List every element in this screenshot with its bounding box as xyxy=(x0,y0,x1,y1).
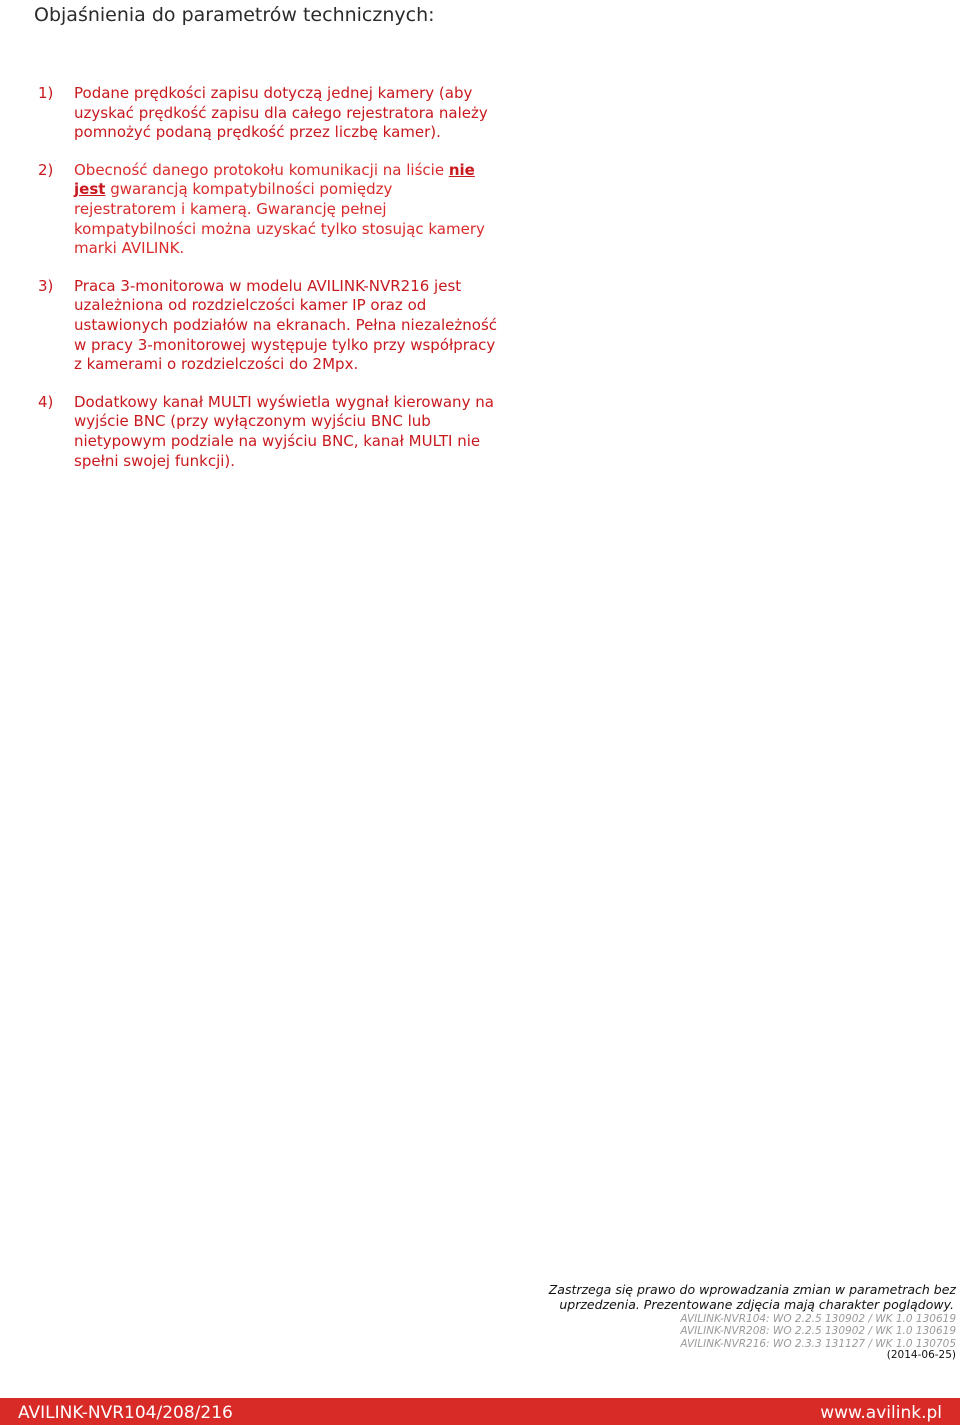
note-text xyxy=(74,277,498,375)
note-item xyxy=(38,161,498,259)
footer-model: AVILINK-NVR104/208/216 xyxy=(18,1403,233,1423)
note-text-content: Dodatkowy kanał MULTI wyświetla wygnał kierowany na wyjście BNC (przy wyłączonym wyjściu BNC lub nietypowym podziale na wyjściu BNC, kanał MULTI nie spełni swojej funkcji). xyxy=(74,392,494,470)
firmware-version: AVILINK-NVR216: WO 2.3.3 131127 / WK 1.0 130705 xyxy=(680,1337,956,1350)
note-emphasis: nie jest xyxy=(74,160,475,199)
note-text-content: Podane prędkości zapisu dotyczą jednej kamery (aby uzyskać prędkość zapisu dla całego rejestratora należy pomnożyć podaną prędkość przez liczbę kamer). xyxy=(74,84,488,142)
firmware-version: AVILINK-NVR208: WO 2.2.5 130902 / WK 1.0 130619 xyxy=(680,1325,956,1338)
note-number: 1) xyxy=(38,84,54,102)
note-number: 3) xyxy=(38,276,54,295)
notes-list xyxy=(38,84,498,471)
note-number: 4) xyxy=(38,392,54,411)
note-text-content: Praca 3-monitorowa w modelu AVILINK-NVR216 jest uzależniona od rozdzielczości kamer IP oraz od ustawionych podziałów na ekranach. Pełna niezależność w pracy 3-monitorowej występuje tylko przy współpracy z kamerami o rozdzielczości do 2Mpx. xyxy=(74,276,498,374)
note-number: 2) xyxy=(38,160,54,179)
note-item xyxy=(38,84,498,143)
note-text-rest: gwarancją kompatybilności pomiędzy rejestratorem i kamerą. Gwarancję pełnej kompatybilności można uzyskać tylko stosując kamery marki AVILINK. xyxy=(74,180,485,258)
note-text xyxy=(74,393,498,471)
page-title: Objaśnienia do parametrów technicznych: xyxy=(34,4,435,26)
note-text-content xyxy=(74,161,498,259)
firmware-version: AVILINK-NVR104: WO 2.2.5 130902 / WK 1.0 130619 xyxy=(680,1313,956,1325)
note-item xyxy=(38,393,498,471)
disclaimer xyxy=(536,1282,956,1312)
note-text xyxy=(74,161,498,259)
footer-url[interactable]: www.avilink.pl xyxy=(820,1403,942,1423)
note-text xyxy=(74,84,498,143)
document-date: (2014-06-25) xyxy=(886,1349,956,1361)
note-text-intro: Obecność danego protokołu komunikacji na liście xyxy=(74,160,445,179)
firmware-versions xyxy=(680,1313,956,1350)
disclaimer-line-1: Zastrzega się prawo do wprowadzania zmian w parametrach bez xyxy=(548,1282,956,1297)
footer-bar xyxy=(0,1398,960,1425)
disclaimer-line-2: uprzedzenia. Prezentowane zdjęcia mają charakter poglądowy. xyxy=(559,1297,954,1312)
note-item xyxy=(38,277,498,375)
